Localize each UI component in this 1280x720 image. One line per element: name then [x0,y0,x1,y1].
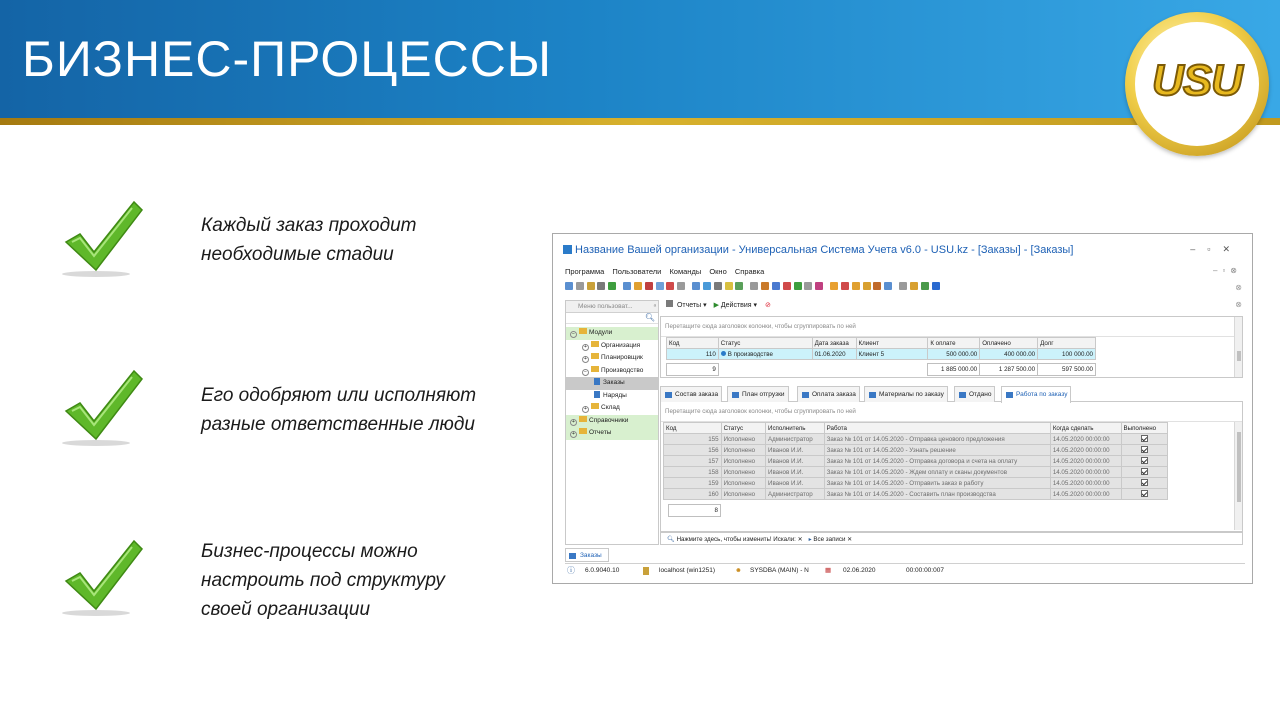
toolbar-button-icon[interactable] [899,282,907,290]
filter-arrow-icon: ▸ [808,536,812,543]
nav-item[interactable] [566,327,658,340]
toolbar-button-icon[interactable] [932,282,940,290]
nav-item[interactable] [566,427,658,440]
header-stripe [0,118,1280,125]
checkmark-icon [58,198,148,278]
app-icon [563,245,572,254]
cell-due: 14.05.2020 00:00:00 [1050,478,1121,489]
database-icon [643,567,649,575]
bullet-3-line-2: настроить под структуру [201,570,445,591]
panel-close-icon[interactable]: ⊗ [1235,300,1242,309]
nav-panel [565,300,659,545]
header-band [0,0,1280,118]
cell-work: Заказ № 101 от 14.05.2020 - Отправка договора и счета на оплату [824,456,1050,467]
toolbar-button-icon[interactable] [714,282,722,290]
expand-icon[interactable]: + [582,406,589,413]
nav-search-input[interactable] [566,313,658,324]
cell-done[interactable] [1121,445,1168,456]
toolbar-button-icon[interactable] [815,282,823,290]
group-hint: Перетащите сюда заголовок колонки, чтобы сгруппировать по ней [661,317,1242,337]
toolbar-close-icon[interactable]: ⊗ [1235,283,1242,292]
total-paid: 1 287 500.00 [980,364,1038,376]
status-timer: 00:00:00:007 [906,567,944,574]
done-checkbox[interactable] [1141,446,1148,453]
toolbar-button-icon[interactable] [725,282,733,290]
toolbar-button-icon[interactable] [841,282,849,290]
work-table [663,422,1168,500]
actions-icon: ▶ [713,302,719,309]
work-count: 8 [669,505,721,517]
col-client[interactable]: Клиент [856,338,928,349]
folder-icon [591,353,599,359]
cell-code: 155 [664,434,722,445]
calendar-icon: ▦ [825,567,832,574]
toolbar-button-icon[interactable] [634,282,642,290]
done-checkbox[interactable] [1141,468,1148,475]
table-row[interactable] [667,349,1096,360]
app-window [552,233,1253,584]
cell-client: Клиент 5 [856,349,928,360]
cell-status: Исполнено [721,434,765,445]
nav-item[interactable] [566,390,658,403]
toolbar-button-icon[interactable] [852,282,860,290]
totals-spacer [718,364,927,376]
cell-status: Исполнено [721,489,765,500]
folder-icon [579,416,587,422]
actions-button[interactable]: Действия ▾ [720,302,758,309]
tab-shipment-plan[interactable]: План отгрузки [727,386,789,402]
cell-performer: Администратор [766,489,825,500]
user-icon: ☻ [735,567,742,574]
toolbar-button-icon[interactable] [692,282,700,290]
nav-item[interactable] [566,402,658,415]
stop-icon[interactable]: ⊘ [765,302,771,309]
col-to-pay[interactable]: К оплате [928,338,980,349]
nav-item-label: Склад [601,404,620,411]
filter-clear-icon[interactable]: ✕ [797,536,803,543]
cell-work: Заказ № 101 от 14.05.2020 - Отправка ценового предложения [824,434,1050,445]
cell-code: 160 [664,489,722,500]
table-row[interactable] [664,456,1168,467]
cell-done[interactable] [1121,489,1168,500]
window-title-text: Название Вашей организации - Универсальная Система Учета v6.0 - USU.kz - [Заказы] - [Заказы] [575,244,1074,256]
cell-due: 14.05.2020 00:00:00 [1050,467,1121,478]
work-count-row [668,504,721,517]
minimize-button[interactable]: – [1190,244,1208,254]
expand-icon[interactable]: + [570,431,577,438]
menu-program[interactable]: Программа [565,267,605,276]
cell-performer: Иванов И.И. [766,478,825,489]
cell-due: 14.05.2020 00:00:00 [1050,489,1121,500]
bullet-3-line-3: своей организации [201,599,371,620]
cell-performer: Администратор [766,434,825,445]
document-icon [594,378,600,385]
panel-toolbar [666,300,771,309]
bullet-2-line-1: Его одобряют или исполняют [201,385,477,406]
main-toolbar [565,282,1235,294]
col-code[interactable]: Код [664,423,722,434]
toolbar-button-icon[interactable] [703,282,711,290]
toolbar-button-icon[interactable] [794,282,802,290]
orders-table [666,337,1096,360]
nav-header [566,301,658,313]
window-tab-orders[interactable]: Заказы [565,548,609,562]
close-button[interactable]: ✕ [1222,244,1242,254]
cell-status: Исполнено [721,467,765,478]
cell-status [718,349,812,360]
cell-due: 14.05.2020 00:00:00 [1050,434,1121,445]
nav-header-label: Меню пользоват... [578,303,633,310]
toolbar-button-icon[interactable] [587,282,595,290]
col-status[interactable]: Статус [718,338,812,349]
status-date: 02.06.2020 [843,567,876,574]
toolbar-button-icon[interactable] [873,282,881,290]
checkmark-icon [58,367,148,447]
info-icon: ⓘ [567,566,575,575]
toolbar-button-icon[interactable] [677,282,685,290]
bullet-1-line-1: Каждый заказ проходит [201,215,417,236]
maximize-button[interactable]: ▫ [1207,244,1223,254]
done-checkbox[interactable] [1141,479,1148,486]
bullet-2-line-2: разные ответственные люди [201,414,475,435]
status-server: localhost (win1251) [659,567,716,574]
menu-bar [565,267,770,276]
mdi-controls[interactable]: –▫⊗ [1213,266,1242,275]
toolbar-button-icon[interactable] [772,282,780,290]
filter-bar[interactable] [660,532,1243,545]
cell-status: Исполнено [721,456,765,467]
cell-date: 01.06.2020 [812,349,856,360]
cell-due: 14.05.2020 00:00:00 [1050,456,1121,467]
work-grid [660,402,1243,532]
header-row [664,423,1168,434]
tab-given-out[interactable]: Отдано [954,386,995,402]
col-performer[interactable]: Исполнитель [766,423,825,434]
filter-label[interactable]: Нажмите здесь, чтобы изменить! Искали: [676,536,796,543]
folder-icon [591,403,599,409]
window-title [563,244,1073,256]
document-icon [594,391,600,398]
toolbar-button-icon[interactable] [910,282,918,290]
table-row[interactable] [664,434,1168,445]
table-row[interactable] [664,478,1168,489]
checkmark-icon [58,537,148,617]
toolbar-button-icon[interactable] [666,282,674,290]
col-done[interactable]: Выполнено [1121,423,1168,434]
nav-item[interactable] [566,340,658,353]
status-user: SYSDBA (MAIN) - N [750,567,809,574]
filter-all-records[interactable]: Все записи [813,536,846,543]
menu-users[interactable]: Пользователи [612,267,662,276]
toolbar-button-icon[interactable] [884,282,892,290]
cell-work: Заказ № 101 от 14.05.2020 - Узнать решение [824,445,1050,456]
reports-icon [666,300,673,307]
top-grid-scrollbar[interactable] [1234,317,1242,377]
toolbar-button-icon[interactable] [921,282,929,290]
folder-icon [579,428,587,434]
toolbar-button-icon[interactable] [565,282,573,290]
table-row[interactable] [664,467,1168,478]
col-code[interactable]: Код [667,338,719,349]
nav-item[interactable] [566,415,658,428]
done-checkbox[interactable] [1141,490,1148,497]
cell-done[interactable] [1121,478,1168,489]
cell-debt: 100 000.00 [1038,349,1096,360]
cell-code: 110 [667,349,719,360]
tab-order-materials[interactable]: Материалы по заказу [864,386,948,402]
menu-commands[interactable]: Команды [669,267,702,276]
col-status[interactable]: Статус [721,423,765,434]
nav-item[interactable] [566,365,658,378]
nav-item[interactable] [566,352,658,365]
col-paid[interactable]: Оплачено [980,338,1038,349]
toolbar-button-icon[interactable] [761,282,769,290]
nav-item-label: Отчеты [589,429,612,436]
folder-icon [591,366,599,372]
expand-icon[interactable]: + [570,419,577,426]
nav-item-label: Производство [601,366,644,374]
toolbar-button-icon[interactable] [783,282,791,290]
orders-grid [660,316,1243,378]
bullet-1 [201,211,417,269]
cell-work: Заказ № 101 от 14.05.2020 - Отправить заказ в работу [824,478,1050,489]
cell-performer: Иванов И.И. [766,467,825,478]
toolbar-button-icon[interactable] [597,282,605,290]
pin-icon[interactable]: ᵃ [653,303,656,310]
nav-item-label: Модули [589,329,613,336]
cell-done[interactable] [1121,456,1168,467]
usu-logo [1125,12,1269,156]
table-row[interactable] [664,445,1168,456]
cell-code: 159 [664,478,722,489]
tab-order-work[interactable]: Работа по заказу [1001,386,1071,403]
total-to-pay: 1 885 000.00 [928,364,980,376]
table-row[interactable] [664,489,1168,500]
cell-status: Исполнено [721,445,765,456]
menu-help[interactable]: Справка [734,267,765,276]
filter-all-clear-icon[interactable]: ✕ [847,536,853,543]
tab-order-composition[interactable]: Состав заказа [660,386,722,402]
bullet-3 [201,537,445,624]
toolbar-button-icon[interactable] [576,282,584,290]
col-order-date[interactable]: Дата заказа [812,338,856,349]
bullet-2 [201,381,476,439]
col-work[interactable]: Работа [824,423,1050,434]
cell-to-pay: 500 000.00 [928,349,980,360]
cell-code: 157 [664,456,722,467]
done-checkbox[interactable] [1141,457,1148,464]
cell-paid: 400 000.00 [980,349,1038,360]
toolbar-button-icon[interactable] [863,282,871,290]
toolbar-button-icon[interactable] [645,282,653,290]
status-icon [721,351,726,356]
cell-performer: Иванов И.И. [766,445,825,456]
toolbar-button-icon[interactable] [623,282,631,290]
nav-item-label: Заказы [603,379,625,386]
folder-icon [591,341,599,347]
cell-code: 156 [664,445,722,456]
toolbar-button-icon[interactable] [608,282,616,290]
reports-button[interactable]: Отчеты ▾ [676,302,707,309]
done-checkbox[interactable] [1141,435,1148,442]
bullet-3-line-1: Бизнес-процессы можно [201,541,418,562]
cell-due: 14.05.2020 00:00:00 [1050,445,1121,456]
toolbar-button-icon[interactable] [735,282,743,290]
nav-item-label: Наряды [603,391,627,399]
collapse-icon[interactable]: − [582,369,589,376]
total-count: 9 [667,364,719,376]
cell-done[interactable] [1121,467,1168,478]
nav-tree [566,327,658,440]
toolbar-button-icon[interactable] [804,282,812,290]
search-icon[interactable]: 🔍︎ [644,313,655,322]
scroll-thumb[interactable] [1237,351,1241,361]
toolbar-button-icon[interactable] [750,282,758,290]
header-row [667,338,1096,349]
nav-item-label: Планировщик [601,354,643,361]
logo-text: USU [1152,56,1242,105]
col-debt[interactable]: Долг [1038,338,1096,349]
expand-icon[interactable]: + [582,344,589,351]
status-bar [565,563,1245,577]
filter-icon: 🔍︎ [667,536,675,543]
collapse-icon[interactable]: − [570,331,577,338]
window-controls [1190,244,1242,255]
slide-title: БИЗНЕС-ПРОЦЕССЫ [22,31,553,87]
cell-code: 158 [664,467,722,478]
totals-row [666,363,1096,376]
expand-icon[interactable]: + [582,356,589,363]
group-hint: Перетащите сюда заголовок колонки, чтобы сгруппировать по ней [661,402,1242,422]
nav-item-label: Организация [601,341,641,349]
nav-item[interactable] [566,377,658,390]
cell-performer: Иванов И.И. [766,456,825,467]
work-grid-scrollbar[interactable] [1234,422,1242,530]
col-due[interactable]: Когда сделать [1050,423,1121,434]
cell-status: Исполнено [721,478,765,489]
detail-tabs [660,386,1243,402]
scroll-thumb[interactable] [1237,432,1241,502]
menu-window[interactable]: Окно [709,267,727,276]
toolbar-button-icon[interactable] [830,282,838,290]
folder-icon [579,328,587,334]
nav-item-label: Справочники [589,416,629,424]
status-version: 6.0.9040.10 [585,567,620,574]
tab-order-payment[interactable]: Оплата заказа [797,386,860,402]
cell-done[interactable] [1121,434,1168,445]
bullet-1-line-2: необходимые стадии [201,244,394,265]
cell-work: Заказ № 101 от 14.05.2020 - Составить план производства [824,489,1050,500]
toolbar-button-icon[interactable] [656,282,664,290]
total-debt: 597 500.00 [1038,364,1096,376]
cell-work: Заказ № 101 от 14.05.2020 - Ждем оплату и сканы документов [824,467,1050,478]
cell-status-text: В производстве [727,350,773,358]
